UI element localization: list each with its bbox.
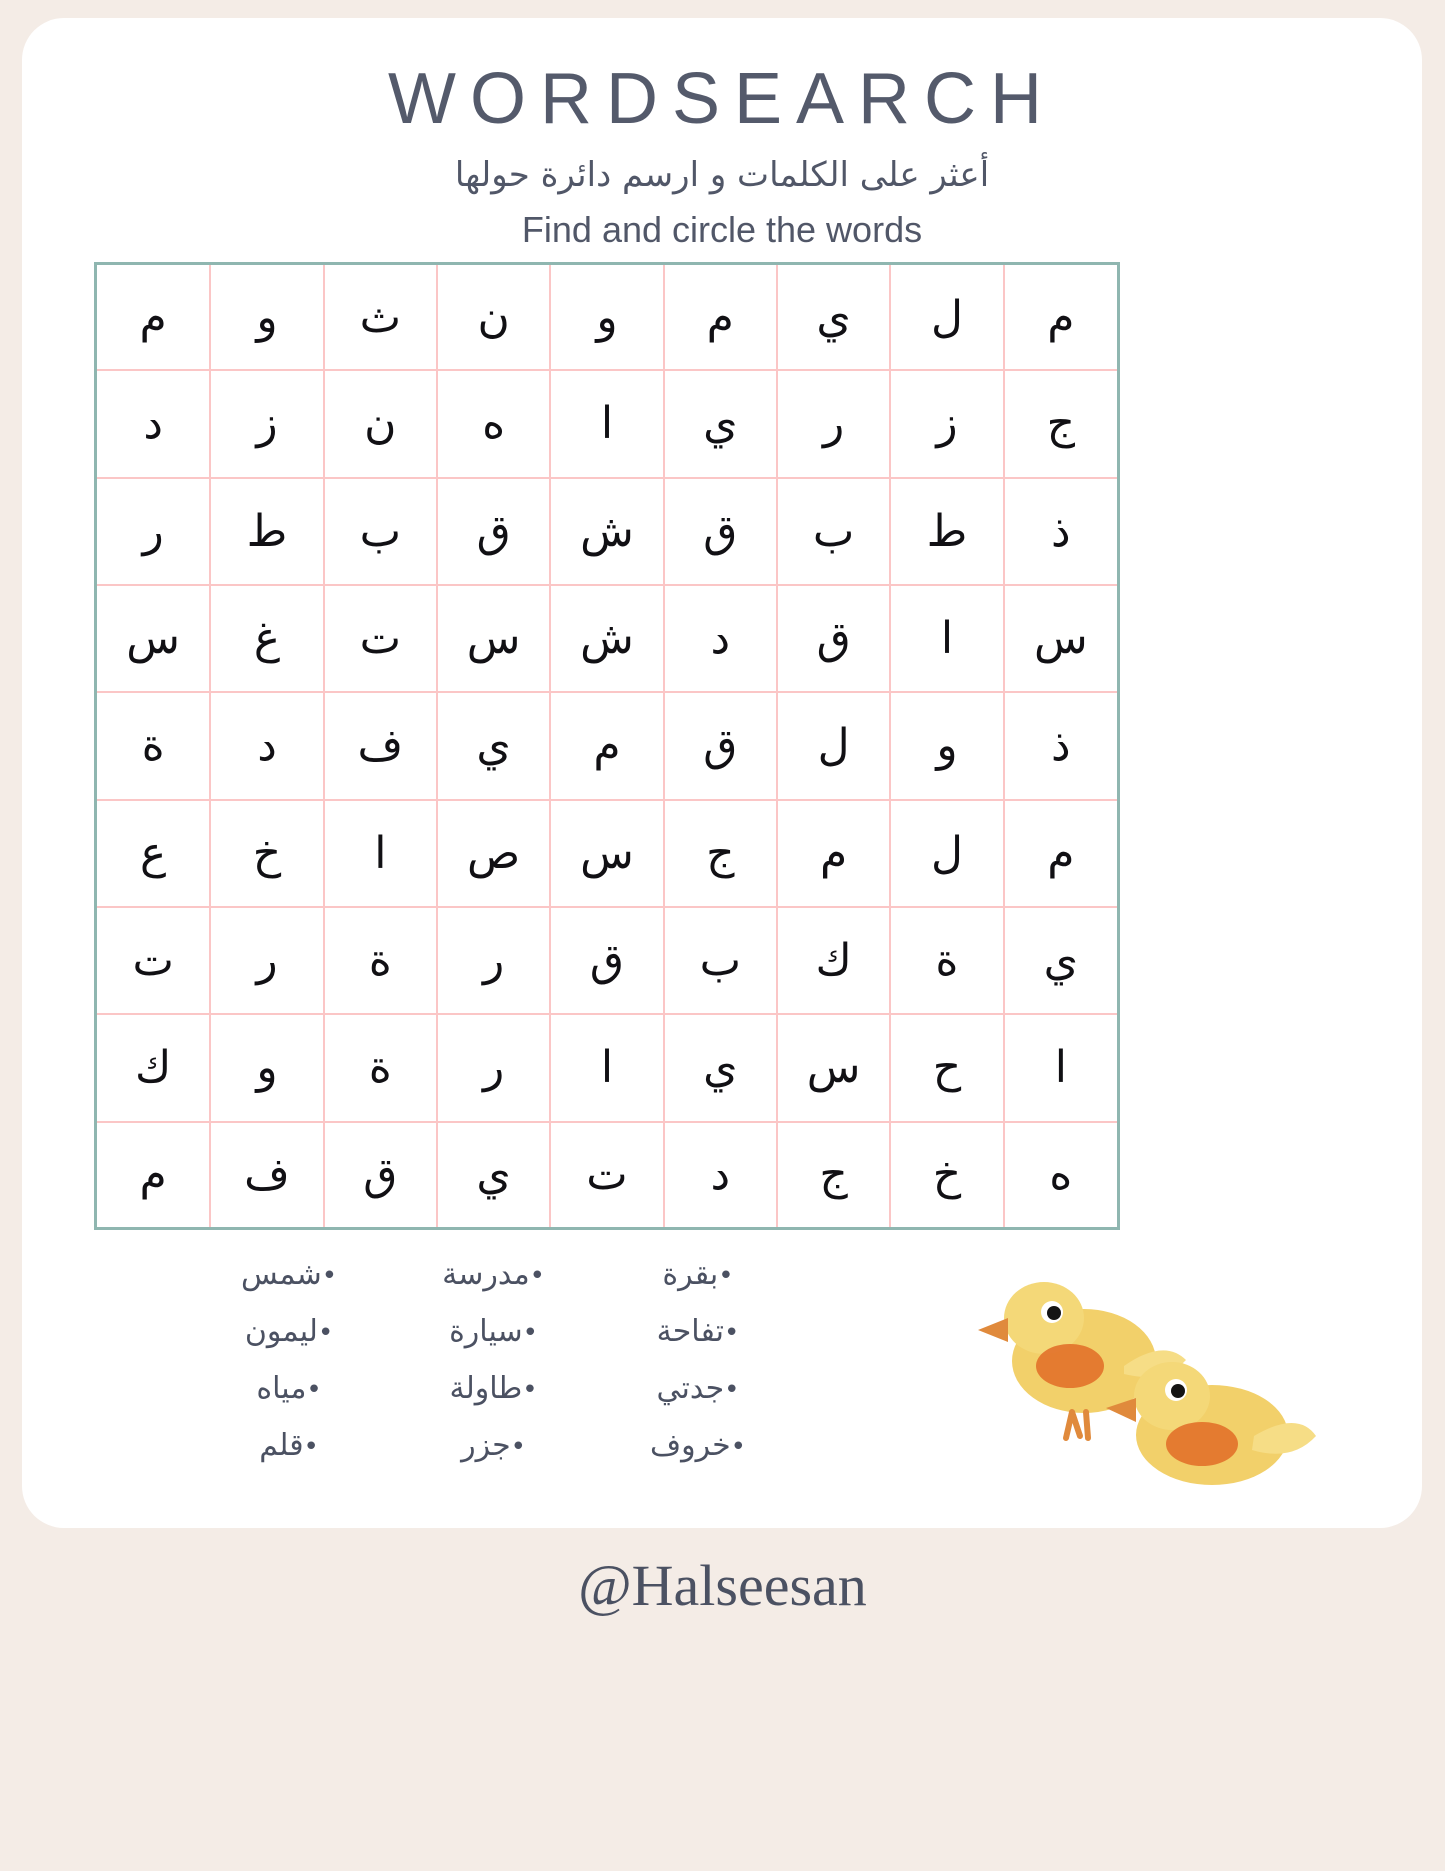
grid-cell[interactable]: خ (890, 1122, 1003, 1227)
grid-cell[interactable]: ي (1004, 907, 1117, 1014)
word-label: شمس (241, 1257, 322, 1292)
grid-cell[interactable]: س (777, 1014, 890, 1121)
footer-handle: @Halseesan (578, 1553, 867, 1618)
word-label: بقرة (662, 1257, 719, 1292)
bullet-icon: • (522, 1375, 538, 1405)
bullet-icon: • (510, 1432, 527, 1462)
grid-cell[interactable]: ي (664, 1014, 777, 1121)
grid-cell[interactable]: م (97, 1122, 210, 1227)
grid-cell[interactable]: ث (324, 265, 437, 370)
word-label: قلم (259, 1428, 304, 1463)
grid-row (97, 478, 1117, 585)
grid-cell[interactable]: ن (324, 370, 437, 477)
grid-cell[interactable]: م (550, 692, 663, 799)
word-list-item (193, 1360, 393, 1417)
bullet-icon: • (321, 1261, 338, 1291)
word-label: خروف (649, 1428, 731, 1463)
grid-cell[interactable]: د (97, 370, 210, 477)
grid-cell[interactable]: س (437, 585, 550, 692)
grid-cell[interactable]: ب (324, 478, 437, 585)
grid-cell[interactable]: م (1004, 265, 1117, 370)
grid-cell[interactable]: م (664, 265, 777, 370)
word-label: جزر (461, 1428, 511, 1463)
worksheet-card (22, 18, 1422, 1528)
grid-cell[interactable]: ش (550, 478, 663, 585)
grid-cell[interactable]: ز (210, 370, 323, 477)
grid-cell[interactable]: ح (890, 1014, 1003, 1121)
bullet-icon: • (303, 1432, 319, 1462)
grid-cell[interactable]: ب (664, 907, 777, 1014)
grid-cell[interactable]: د (664, 1122, 777, 1227)
word-list-item (398, 1417, 598, 1474)
grid-cell[interactable]: ر (437, 1014, 550, 1121)
grid-cell[interactable]: ش (550, 585, 663, 692)
word-list-item (602, 1246, 802, 1303)
grid-cell[interactable]: ط (890, 478, 1003, 585)
word-list-item (602, 1417, 802, 1474)
bullet-icon: • (724, 1375, 740, 1405)
grid-cell[interactable]: ك (777, 907, 890, 1014)
grid-cell[interactable]: ة (97, 692, 210, 799)
grid-cell[interactable]: ب (777, 478, 890, 585)
grid-cell[interactable]: ة (890, 907, 1003, 1014)
grid-cell[interactable]: ه (1004, 1122, 1117, 1227)
grid-cell[interactable]: ر (777, 370, 890, 477)
grid-cell[interactable]: غ (210, 585, 323, 692)
grid-row (97, 265, 1117, 370)
two-chicks-icon (974, 1266, 1344, 1516)
grid-cell[interactable]: ق (777, 585, 890, 692)
grid-cell[interactable]: ت (324, 585, 437, 692)
word-list-item (398, 1246, 598, 1303)
grid-cell[interactable]: ي (437, 692, 550, 799)
grid-cell[interactable]: ت (550, 1122, 663, 1227)
bullet-icon: • (718, 1261, 734, 1291)
bullet-icon: • (317, 1318, 334, 1348)
grid-cell[interactable]: ل (890, 265, 1003, 370)
word-label: مدرسة (442, 1257, 530, 1292)
word-label: تفاحة (656, 1314, 724, 1349)
word-list (172, 1246, 802, 1474)
grid-cell[interactable]: ا (550, 1014, 663, 1121)
grid-cell[interactable]: ي (437, 1122, 550, 1227)
word-column-1 (193, 1246, 393, 1474)
grid-cell[interactable]: ج (777, 1122, 890, 1227)
grid-cell[interactable]: م (1004, 800, 1117, 907)
word-list-item (602, 1360, 802, 1417)
grid-cell[interactable]: ص (437, 800, 550, 907)
subtitle-arabic: أعثر على الكلمات و ارسم دائرة حولها (454, 154, 990, 195)
grid-cell[interactable]: ق (550, 907, 663, 1014)
grid-cell[interactable]: ن (437, 265, 550, 370)
word-column-2 (398, 1246, 598, 1474)
grid-row (97, 370, 1117, 477)
grid-row (97, 800, 1117, 907)
grid-row (97, 585, 1117, 692)
word-column-3 (602, 1246, 802, 1474)
bullet-icon: • (522, 1318, 538, 1348)
grid-cell[interactable]: ق (437, 478, 550, 585)
grid-row (97, 1014, 1117, 1121)
grid-cell[interactable]: ط (210, 478, 323, 585)
bullet-icon: • (730, 1432, 747, 1462)
grid-cell[interactable]: ق (324, 1122, 437, 1227)
grid-cell[interactable]: ق (664, 692, 777, 799)
word-list-item (193, 1303, 393, 1360)
grid-cell[interactable]: ف (210, 1122, 323, 1227)
grid-cell[interactable]: د (664, 585, 777, 692)
word-list-item (602, 1303, 802, 1360)
grid-cell[interactable]: ف (324, 692, 437, 799)
word-list-item (398, 1360, 598, 1417)
grid-cell[interactable]: س (97, 585, 210, 692)
grid-cell[interactable]: ل (890, 800, 1003, 907)
grid-cell[interactable]: ذ (1004, 478, 1117, 585)
grid-cell[interactable]: و (550, 265, 663, 370)
grid-row (97, 1122, 1117, 1227)
grid-cell[interactable]: و (210, 1014, 323, 1121)
chicks-illustration (974, 1266, 1344, 1516)
grid-cell[interactable]: ز (890, 370, 1003, 477)
grid-cell[interactable]: ت (97, 907, 210, 1014)
grid-cell[interactable]: خ (210, 800, 323, 907)
grid-row (97, 692, 1117, 799)
bullet-icon: • (723, 1318, 740, 1348)
grid-row (97, 907, 1117, 1014)
grid-cell[interactable]: م (97, 265, 210, 370)
grid-cell[interactable]: ر (97, 478, 210, 585)
grid-cell[interactable]: ذ (1004, 692, 1117, 799)
grid-cell[interactable]: ر (210, 907, 323, 1014)
grid-cell[interactable]: ا (890, 585, 1003, 692)
grid-cell[interactable]: ج (1004, 370, 1117, 477)
grid-cell[interactable]: ك (97, 1014, 210, 1121)
grid-cell[interactable]: ة (324, 1014, 437, 1121)
bullet-icon: • (306, 1375, 322, 1405)
grid-cell[interactable]: ج (664, 800, 777, 907)
wordsearch-grid[interactable] (94, 262, 1120, 1230)
grid-cell[interactable]: م (777, 800, 890, 907)
grid-cell[interactable]: و (890, 692, 1003, 799)
grid-cell[interactable]: ل (777, 692, 890, 799)
grid-cell[interactable]: د (210, 692, 323, 799)
word-label: مياه (256, 1371, 307, 1406)
grid-cell[interactable]: ع (97, 800, 210, 907)
grid-cell[interactable]: س (550, 800, 663, 907)
letter-grid-table (97, 265, 1117, 1227)
grid-cell[interactable]: و (210, 265, 323, 370)
grid-cell[interactable]: ق (664, 478, 777, 585)
grid-cell[interactable]: ي (777, 265, 890, 370)
grid-cell[interactable]: ر (437, 907, 550, 1014)
word-label: جدتي (656, 1371, 725, 1406)
grid-cell[interactable]: ه (437, 370, 550, 477)
subtitle-english: Find and circle the words (521, 208, 923, 250)
bullet-icon: • (529, 1261, 545, 1291)
grid-cell[interactable]: ا (550, 370, 663, 477)
grid-cell[interactable]: ا (1004, 1014, 1117, 1121)
word-label: طاولة (449, 1371, 523, 1406)
word-list-item (398, 1303, 598, 1360)
grid-cell[interactable]: س (1004, 585, 1117, 692)
grid-cell[interactable]: ا (324, 800, 437, 907)
word-label: سيارة (449, 1314, 523, 1349)
word-label: ليمون (244, 1314, 318, 1349)
grid-cell[interactable]: ي (664, 370, 777, 477)
page-title: WORDSEARCH (387, 59, 1056, 139)
word-list-item (193, 1417, 393, 1474)
grid-cell[interactable]: ة (324, 907, 437, 1014)
word-list-item (193, 1246, 393, 1303)
